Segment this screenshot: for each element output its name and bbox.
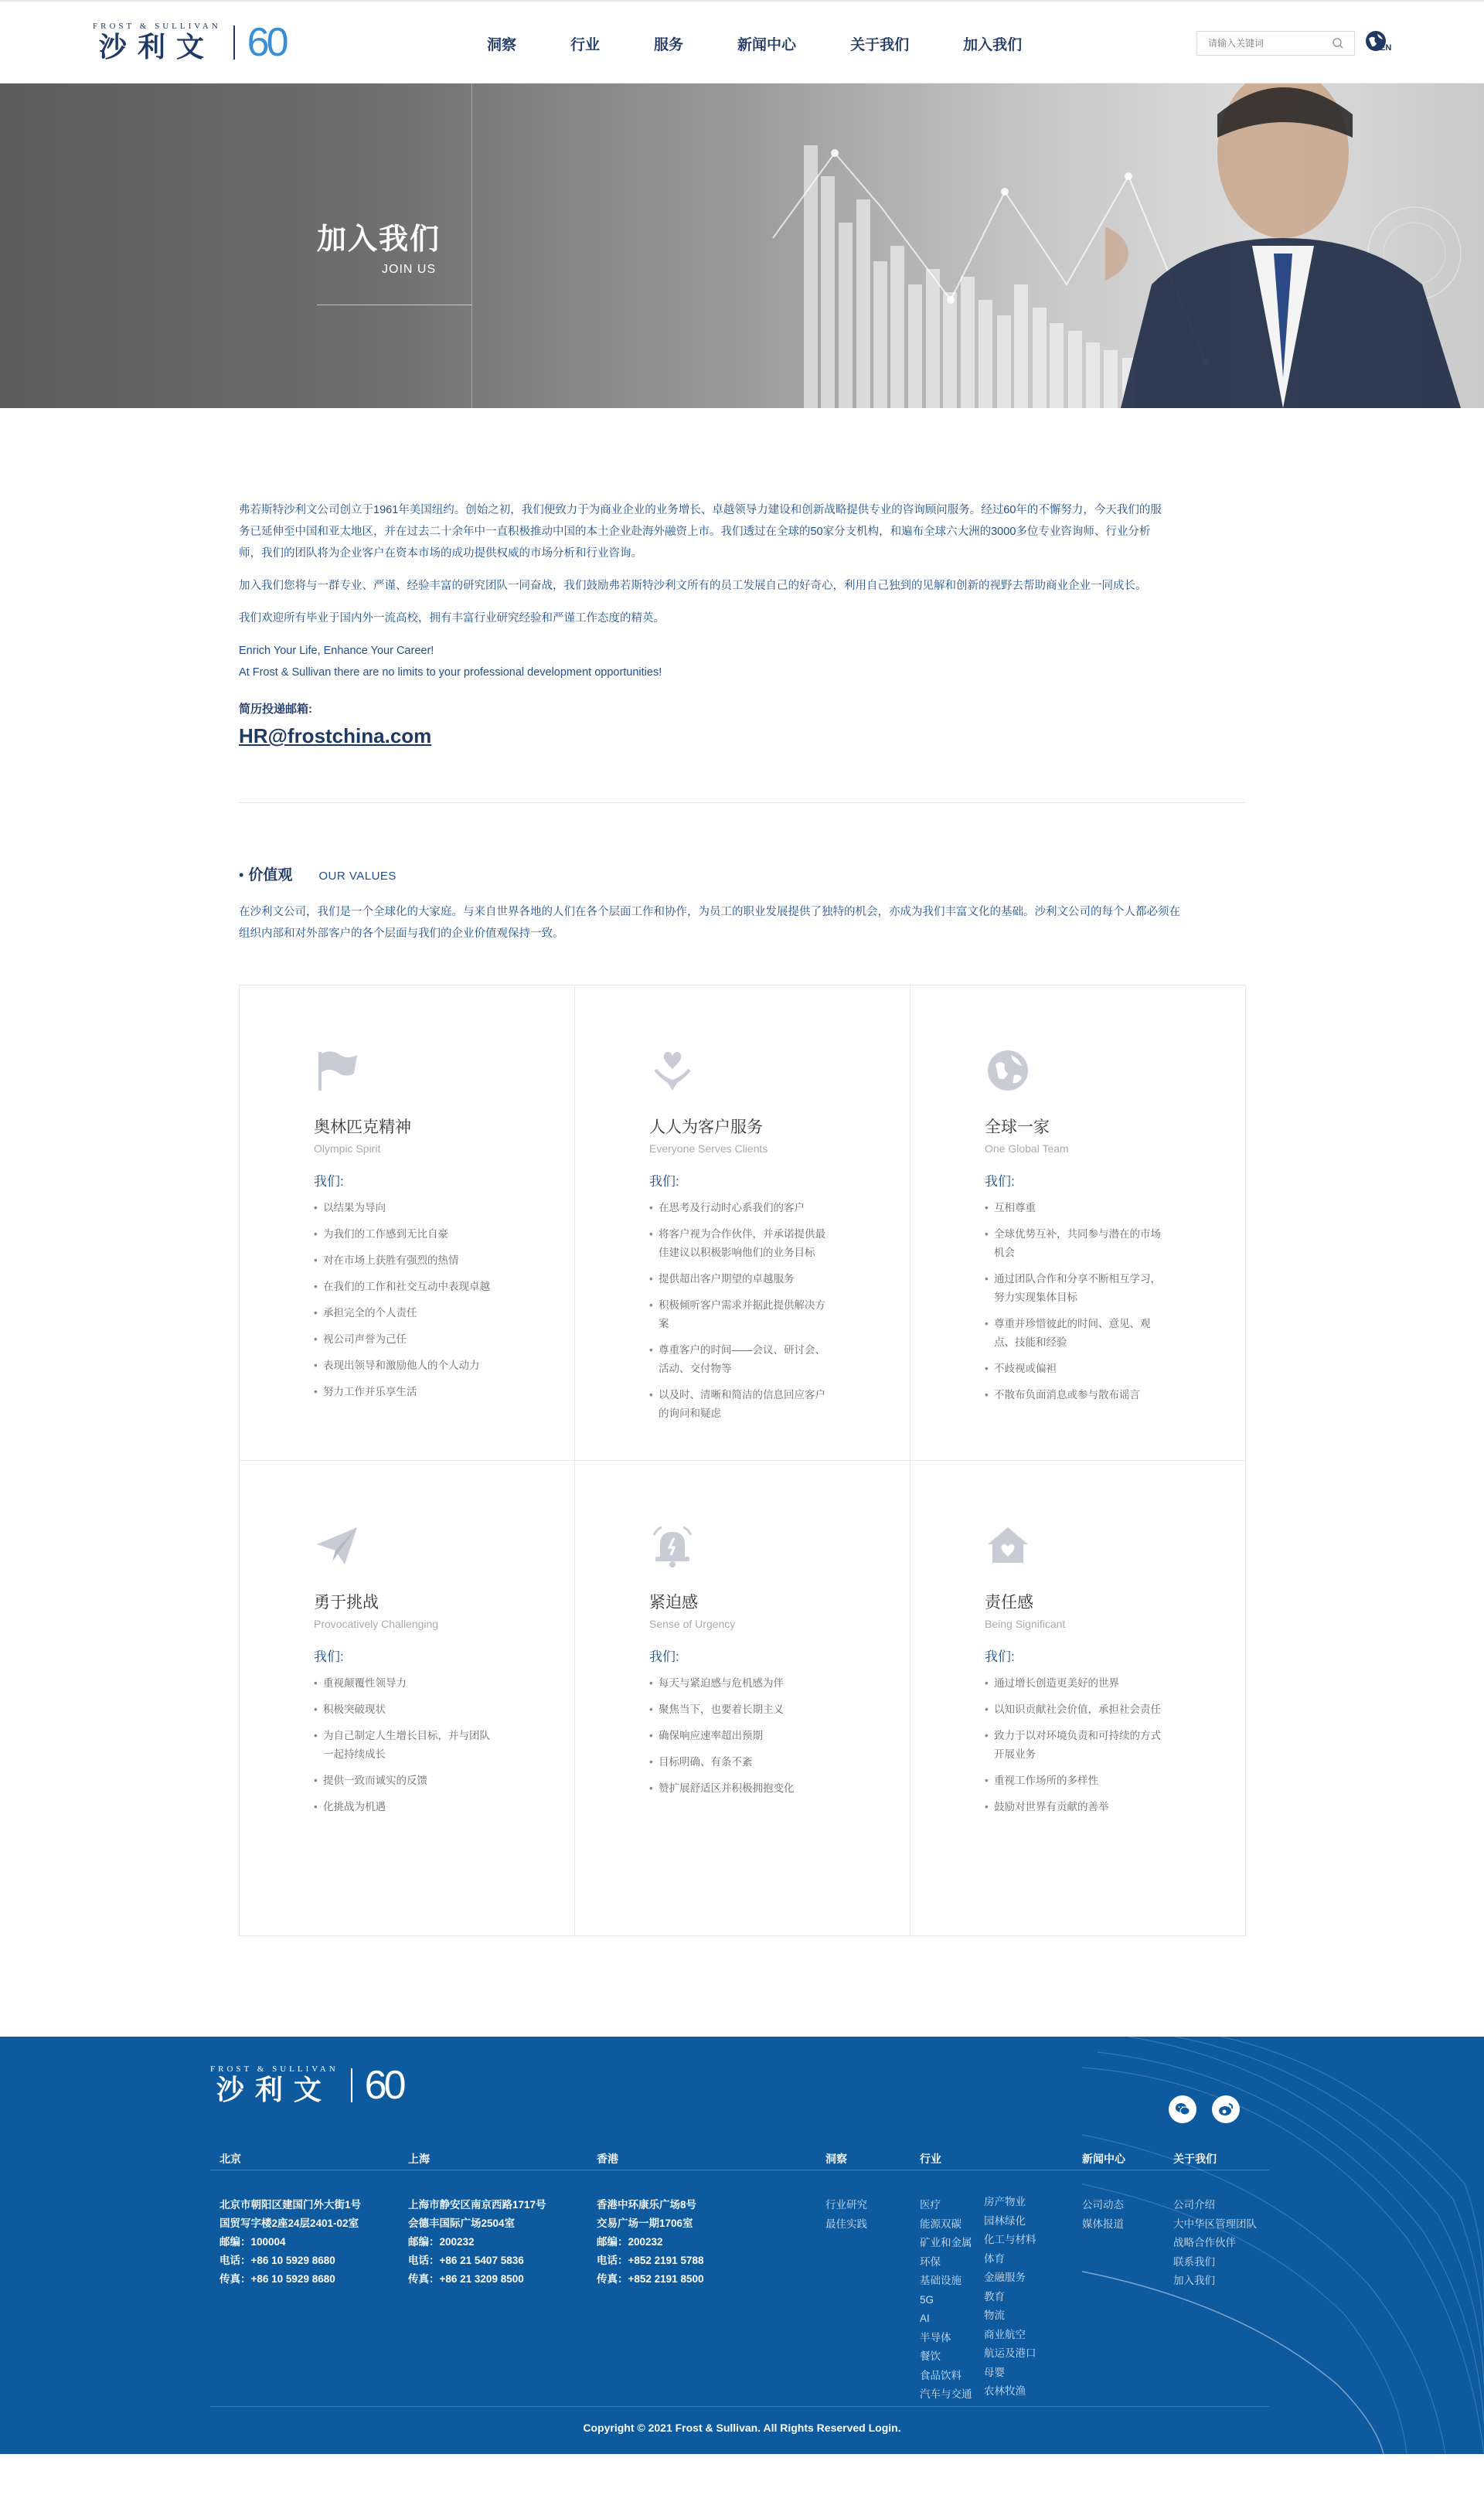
footer-link[interactable]: 航运及港口 — [984, 2347, 1036, 2359]
office-phone: 电话：+852 2191 5788 — [597, 2255, 704, 2266]
bullet-icon: • — [239, 867, 244, 883]
logo-cn: 沙利文 — [216, 2074, 332, 2105]
list-item: • 通过增长创造更美好的世界 — [985, 1674, 1171, 1693]
value-card-olympic — [240, 985, 575, 1461]
nav-insights[interactable]: 洞察 — [487, 36, 517, 53]
values-heading — [239, 863, 1245, 884]
list-item: • 重视颠覆性领导力 — [314, 1674, 500, 1693]
list-item: • 努力工作并乐享生活 — [314, 1383, 500, 1401]
office-city: 北京 — [220, 2153, 241, 2165]
card-title: 紧迫感 — [649, 1594, 698, 1612]
logo-anniversary: 60 — [247, 20, 286, 65]
footer-link[interactable]: 体育 — [984, 2252, 1005, 2265]
footer-link[interactable]: 媒体报道 — [1082, 2218, 1124, 2230]
footer-col-about — [1173, 2151, 1257, 2291]
logo-separator — [233, 26, 235, 60]
list-item: • 聚焦当下，也要着长期主义 — [649, 1700, 836, 1719]
card-subtitle: Olympic Spirit — [314, 1142, 381, 1155]
value-card-urgency — [575, 1461, 910, 1936]
list-item: • 互相尊重 — [985, 1199, 1171, 1217]
hero-vertical-line — [471, 83, 472, 408]
office-address: 北京市朝阳区建国门外大街1号 — [220, 2199, 362, 2211]
card-list — [985, 1199, 1171, 1404]
value-card-challenging — [240, 1461, 575, 1936]
copyright: Copyright © 2021 Frost & Sullivan. All Rights Reserved Login. — [583, 2422, 901, 2434]
list-item: • 为自己制定人生增长目标，并与团队一起持续成长 — [314, 1727, 500, 1764]
footer-link[interactable]: 基础设施 — [920, 2275, 962, 2286]
card-subtitle: Sense of Urgency — [649, 1618, 736, 1630]
office-postcode: 邮编：200232 — [597, 2236, 663, 2248]
paper-plane-icon — [314, 1523, 360, 1569]
footer-col-title: 新闻中心 — [1082, 2153, 1125, 2165]
heart-hands-icon — [649, 1047, 696, 1094]
list-item: • 尊重并珍惜彼此的时间、意见、观点、技能和经验 — [985, 1315, 1171, 1352]
office-address: 会德丰国际广场2504室 — [408, 2218, 516, 2229]
office-postcode: 邮编：200232 — [408, 2236, 475, 2248]
values-title: 价值观 — [248, 867, 293, 883]
list-item: • 对在市场上获胜有强烈的热情 — [314, 1251, 500, 1270]
office-address: 国贸写字楼2座24层2401-02室 — [220, 2218, 359, 2229]
list-item: • 确保响应速率超出预期 — [649, 1727, 836, 1745]
footer-wave-decoration — [1082, 2037, 1484, 2454]
footer-bottom-divider — [210, 2406, 1269, 2407]
card-we-label: 我们: — [314, 1649, 344, 1664]
list-item: • 以结果为导向 — [314, 1199, 500, 1217]
list-item: • 全球优势互补，共同参与潜在的市场机会 — [985, 1225, 1171, 1262]
list-item: • 积极突破现状 — [314, 1700, 500, 1719]
card-title: 人人为客户服务 — [649, 1118, 763, 1136]
main-nav — [487, 2, 1076, 85]
card-title: 全球一家 — [985, 1118, 1050, 1136]
list-item: • 在我们的工作和社交互动中表现卓越 — [314, 1278, 500, 1296]
list-item: • 积极倾听客户需求并据此提供解决方案 — [649, 1296, 836, 1333]
list-item: • 以知识贡献社会价值，承担社会责任 — [985, 1700, 1171, 1719]
footer-link[interactable]: 行业研究 — [825, 2199, 867, 2211]
intro-slogan-1: Enrich Your Life, Enhance Your Career! — [239, 645, 434, 657]
nav-services[interactable]: 服务 — [654, 36, 684, 53]
hero-subtitle: JOIN US — [382, 263, 437, 276]
card-we-label: 我们: — [314, 1174, 344, 1189]
footer-col-industries-2 — [984, 2151, 1036, 2401]
list-item: • 为我们的工作感到无比自豪 — [314, 1225, 500, 1244]
footer-link[interactable]: 房产物业 — [984, 2196, 1026, 2207]
office-address: 上海市静安区南京西路1717号 — [408, 2199, 546, 2211]
nav-industries[interactable]: 行业 — [570, 36, 601, 53]
office-phone: 电话：+86 10 5929 8680 — [220, 2255, 335, 2266]
list-item: • 不散布负面消息或参与散布谣言 — [985, 1386, 1171, 1404]
footer-link[interactable]: 战略合作伙伴 — [1173, 2237, 1236, 2248]
footer-link[interactable]: 矿业和金属 — [920, 2237, 972, 2248]
list-item: • 视公司声誉为己任 — [314, 1330, 500, 1349]
hero-banner — [0, 83, 1484, 408]
hr-email-link[interactable]: HR@frostchina.com — [239, 724, 432, 747]
footer-col-insights — [825, 2151, 867, 2234]
list-item: • 表现出领导和激励他人的个人动力 — [314, 1356, 500, 1375]
list-item: • 承担完全的个人责任 — [314, 1304, 500, 1322]
intro-paragraph-3: 我们欢迎所有毕业于国内外一流高校，拥有丰富行业研究经验和严谨工作态度的精英。 — [239, 612, 665, 625]
nav-join[interactable]: 加入我们 — [963, 36, 1023, 53]
office-fax: 传真：+852 2191 8500 — [597, 2273, 704, 2285]
office-city: 香港 — [597, 2153, 618, 2165]
intro-slogan-2: At Frost & Sullivan there are no limits to your professional development opportunities! — [239, 666, 662, 679]
footer-link[interactable]: 农林牧渔 — [984, 2385, 1026, 2397]
home-heart-icon — [985, 1523, 1031, 1569]
office-city: 上海 — [408, 2153, 430, 2165]
card-we-label: 我们: — [985, 1649, 1015, 1664]
intro-section — [239, 408, 1245, 748]
footer-link[interactable]: 汽车与交通 — [920, 2388, 972, 2400]
search-icon[interactable] — [1329, 34, 1347, 53]
card-list — [649, 1199, 836, 1423]
footer-col-title: 关于我们 — [1173, 2153, 1217, 2165]
footer-col-title — [984, 2151, 1036, 2163]
card-list — [649, 1674, 836, 1798]
card-title: 奥林匹克精神 — [314, 1118, 411, 1136]
list-item: • 以及时、清晰和简洁的信息回应客户的询问和疑虑 — [649, 1386, 836, 1423]
footer-col-industries — [920, 2151, 972, 2405]
logo-separator — [351, 2068, 352, 2102]
footer-link[interactable]: 园林绿化 — [984, 2214, 1026, 2227]
office-address: 香港中环康乐广场8号 — [597, 2199, 697, 2211]
footer-col-news — [1082, 2151, 1125, 2234]
nav-news[interactable]: 新闻中心 — [737, 36, 797, 53]
footer-link[interactable]: 最佳实践 — [825, 2218, 867, 2230]
card-title: 勇于挑战 — [314, 1594, 379, 1612]
office-postcode: 邮编：100004 — [220, 2236, 286, 2248]
email-label: 简历投递邮箱: — [239, 703, 312, 716]
office-beijing — [220, 2151, 361, 2289]
wechat-icon[interactable] — [1169, 2095, 1196, 2123]
list-item: • 目标明确、有条不紊 — [649, 1753, 836, 1772]
footer — [0, 2037, 1484, 2454]
footer-link[interactable]: 商业航空 — [984, 2328, 1026, 2340]
footer-link[interactable]: 食品饮料 — [920, 2369, 962, 2381]
list-item: • 将客户视为合作伙伴，并承诺提供最佳建议以积极影响他们的业务目标 — [649, 1225, 836, 1262]
list-item: • 赞扩展舒适区并积极拥抱变化 — [649, 1779, 836, 1798]
values-grid — [239, 985, 1245, 1936]
card-subtitle: One Global Team — [985, 1142, 1069, 1155]
office-fax: 传真：+86 21 3209 8500 — [408, 2273, 524, 2285]
flag-icon — [314, 1047, 360, 1094]
office-phone: 电话：+86 21 5407 5836 — [408, 2255, 524, 2266]
card-list — [314, 1199, 500, 1401]
footer-link[interactable]: 母婴 — [984, 2366, 1005, 2378]
list-item: • 重视工作场所的多样性 — [985, 1772, 1171, 1790]
header — [0, 0, 1484, 83]
list-item: • 化挑战为机遇 — [314, 1798, 500, 1816]
office-shanghai — [408, 2151, 546, 2289]
footer-link[interactable]: 半导体 — [920, 2331, 951, 2344]
footer-link[interactable]: 能源双碳 — [920, 2218, 962, 2230]
footer-link[interactable]: 大中华区管理团队 — [1173, 2218, 1257, 2230]
list-item: • 在思考及行动时心系我们的客户 — [649, 1199, 836, 1217]
footer-link[interactable]: 加入我们 — [1173, 2275, 1215, 2286]
footer-link[interactable]: 餐饮 — [920, 2350, 941, 2362]
card-subtitle: Everyone Serves Clients — [649, 1142, 768, 1155]
search-input[interactable] — [1197, 38, 1329, 49]
card-title: 责任感 — [985, 1594, 1033, 1612]
footer-link[interactable]: 公司介绍 — [1173, 2199, 1215, 2211]
intro-paragraph-2: 加入我们您将与一群专业、严谨、经验丰富的研究团队一同奋战，我们鼓励弗若斯特沙利文所有的员工发展自己的好奇心，利用自己独到的见解和创新的视野去帮助商业企业一同成长。 — [239, 580, 1147, 592]
footer-link[interactable]: 金融服务 — [984, 2272, 1026, 2283]
alarm-bell-icon — [649, 1523, 696, 1569]
nav-about[interactable]: 关于我们 — [850, 36, 910, 53]
value-card-clients — [575, 985, 910, 1461]
card-we-label: 我们: — [649, 1174, 679, 1189]
footer-link[interactable]: 5G — [920, 2293, 934, 2306]
footer-col-title: 洞察 — [825, 2153, 847, 2165]
footer-link[interactable]: AI — [920, 2313, 930, 2324]
logo-en: FROST & SULLIVAN — [210, 2064, 339, 2074]
list-item: • 提供一致而诚实的反馈 — [314, 1772, 500, 1790]
weibo-icon[interactable] — [1212, 2095, 1240, 2123]
footer-link[interactable]: 联系我们 — [1173, 2255, 1215, 2268]
footer-logo[interactable] — [210, 2064, 403, 2106]
card-we-label: 我们: — [985, 1174, 1015, 1189]
language-label: EN — [1380, 43, 1392, 53]
list-item: • 每天与紧迫感与危机感为伴 — [649, 1674, 836, 1693]
values-section — [239, 803, 1245, 1936]
card-subtitle: Being Significant — [985, 1618, 1066, 1630]
footer-link[interactable]: 环保 — [920, 2255, 941, 2268]
list-item: • 通过团队合作和分享不断相互学习，努力实现集体目标 — [985, 1270, 1171, 1307]
logo-anniversary: 60 — [364, 2063, 403, 2108]
footer-link[interactable]: 医疗 — [920, 2199, 941, 2211]
logo-cn: 沙利文 — [98, 31, 215, 63]
card-subtitle: Provocatively Challenging — [314, 1618, 439, 1630]
values-description: 在沙利文公司，我们是一个全球化的大家庭。与来自世界各地的人们在各个层面工作和协作，为员工的职业发展提供了独特的机会，亦成为我们丰富文化的基础。沙利文公司的每个人都必须在组织内部和对外部客户的各个层面与我们的企业价值观保持一致。 — [239, 906, 1180, 940]
list-item: • 不歧视或偏袒 — [985, 1360, 1171, 1378]
office-fax: 传真：+86 10 5929 8680 — [220, 2273, 335, 2285]
globe-icon — [985, 1047, 1031, 1094]
footer-link[interactable]: 化工与材料 — [984, 2234, 1036, 2245]
values-title-en: OUR VALUES — [318, 870, 397, 883]
list-item: • 尊重客户的时间——会议、研讨会、活动、交付物等 — [649, 1341, 836, 1378]
search-box — [1196, 31, 1355, 56]
hero-person-photo — [1105, 83, 1476, 408]
list-item: • 致力于以对环境负责和可持续的方式开展业务 — [985, 1727, 1171, 1764]
intro-paragraph-1: 弗若斯特沙利文公司创立于1961年美国纽约。创始之初，我们便致力于为商业企业的业务增长、卓越领导力建设和创新战略提供专业的咨询顾问服务。经过60年的不懈努力，今天我们的服务已延伸至中国和亚太地区，并在过去二十余年中一直积极推动中国的本土企业赴海外融资上市。我们透过在全球的50家分支机构，和遍布全球六大洲的3000多位专业咨询师、行业分析师，我们的团队将为企业客户在资本市场的成功提供权威的市场分析和行业咨询。 — [239, 504, 1162, 560]
card-list — [985, 1674, 1171, 1816]
footer-col-title: 行业 — [920, 2153, 941, 2165]
footer-link[interactable]: 公司动态 — [1082, 2199, 1124, 2211]
value-card-significant — [910, 1461, 1246, 1936]
list-item: • 提供超出客户期望的卓越服务 — [649, 1270, 836, 1288]
list-item: • 鼓励对世界有贡献的善举 — [985, 1798, 1171, 1816]
card-list — [314, 1674, 500, 1816]
logo-en: FROST & SULLIVAN — [93, 22, 221, 31]
footer-link[interactable]: 教育 — [984, 2290, 1005, 2303]
footer-link[interactable]: 物流 — [984, 2309, 1005, 2321]
office-hongkong — [597, 2151, 703, 2289]
language-switch[interactable] — [1364, 29, 1394, 57]
logo[interactable] — [93, 22, 286, 63]
card-we-label: 我们: — [649, 1649, 679, 1664]
value-card-global — [910, 985, 1246, 1461]
social-links — [1169, 2095, 1255, 2123]
office-address: 交易广场一期1706室 — [597, 2218, 693, 2229]
hero-title: 加入我们 — [317, 223, 441, 256]
